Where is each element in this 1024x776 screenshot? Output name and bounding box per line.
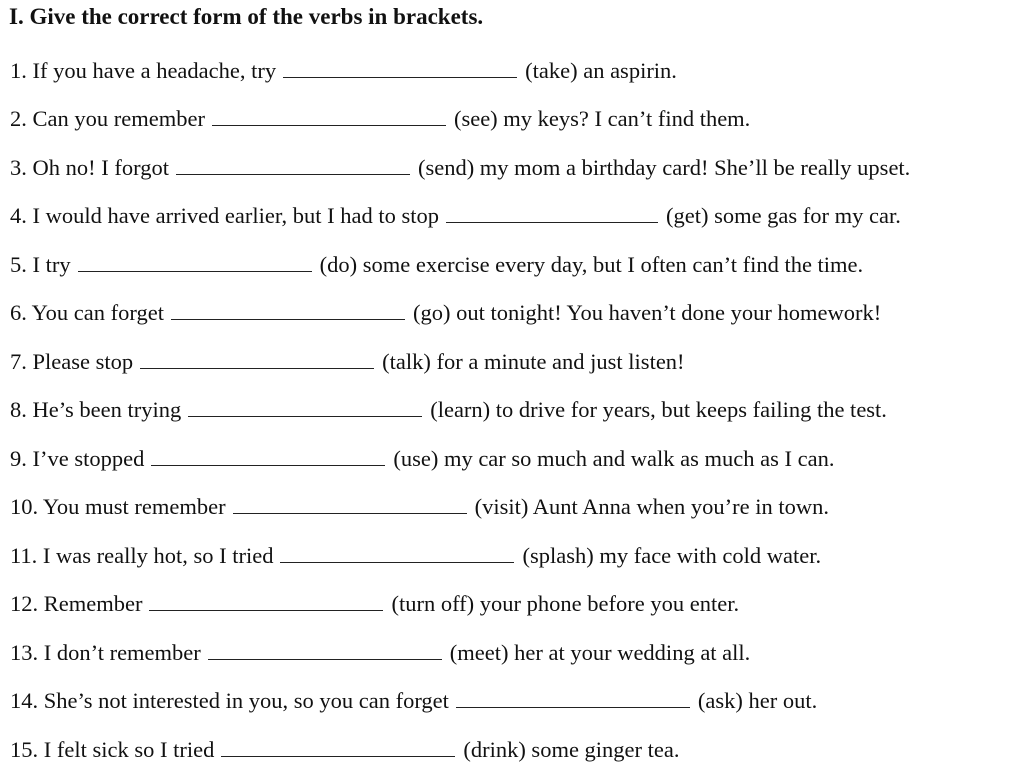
question-8 <box>10 395 887 425</box>
question-text-after: (get) some gas for my car. <box>665 203 901 228</box>
question-text-before: Please stop <box>32 349 134 374</box>
exercise-heading: I. Give the correct form of the verbs in brackets. <box>9 4 484 29</box>
answer-blank[interactable] <box>208 639 442 660</box>
question-text-before: I’ve stopped <box>32 446 145 471</box>
question-15 <box>10 735 680 765</box>
answer-blank[interactable] <box>176 154 410 175</box>
question-number: 10. <box>10 494 39 519</box>
answer-blank[interactable] <box>151 445 385 466</box>
question-number: 5. <box>10 252 27 277</box>
question-number: 3. <box>10 155 27 180</box>
question-text-after: (learn) to drive for years, but keeps failing the test. <box>430 397 887 422</box>
answer-blank[interactable] <box>171 299 405 320</box>
question-text-before: I felt sick so I tried <box>43 737 215 762</box>
answer-blank[interactable] <box>212 105 446 126</box>
question-number: 9. <box>10 446 27 471</box>
question-text-before: I was really hot, so I tried <box>42 543 274 568</box>
answer-blank[interactable] <box>188 396 422 417</box>
question-number: 1. <box>10 58 27 83</box>
question-number: 7. <box>10 349 27 374</box>
question-number: 2. <box>10 106 27 131</box>
question-2 <box>10 104 750 134</box>
question-number: 6. <box>10 300 27 325</box>
question-text-before: She’s not interested in you, so you can forget <box>43 688 449 713</box>
answer-blank[interactable] <box>221 736 455 757</box>
question-text-before: If you have a headache, try <box>32 58 277 83</box>
question-13 <box>10 638 750 668</box>
question-text-after: (drink) some ginger tea. <box>463 737 680 762</box>
question-text-before: Can you remember <box>32 106 205 131</box>
question-14 <box>10 686 817 716</box>
question-text-before: I try <box>32 252 71 277</box>
question-number: 4. <box>10 203 27 228</box>
question-10 <box>10 492 829 522</box>
question-number: 14. <box>10 688 39 713</box>
answer-blank[interactable] <box>233 493 467 514</box>
question-text-after: (turn off) your phone before you enter. <box>391 591 740 616</box>
question-number: 15. <box>10 737 39 762</box>
question-text-before: You can forget <box>31 300 164 325</box>
question-text-before: I would have arrived earlier, but I had to stop <box>32 203 439 228</box>
question-text-after: (see) my keys? I can’t find them. <box>453 106 751 131</box>
answer-blank[interactable] <box>456 687 690 708</box>
question-number: 12. <box>10 591 39 616</box>
question-4 <box>10 201 901 231</box>
question-9 <box>10 444 834 474</box>
answer-blank[interactable] <box>140 348 374 369</box>
question-1 <box>10 56 677 86</box>
question-text-before: I don’t remember <box>43 640 201 665</box>
answer-blank[interactable] <box>280 542 514 563</box>
question-text-after: (talk) for a minute and just listen! <box>382 349 685 374</box>
question-text-before: He’s been trying <box>32 397 182 422</box>
question-text-before: Oh no! I forgot <box>32 155 169 180</box>
answer-blank[interactable] <box>446 202 658 223</box>
question-text-after: (take) an aspirin. <box>525 58 677 83</box>
question-number: 13. <box>10 640 39 665</box>
question-7 <box>10 347 685 377</box>
question-text-after: (visit) Aunt Anna when you’re in town. <box>474 494 829 519</box>
answer-blank[interactable] <box>149 590 383 611</box>
question-text-after: (splash) my face with cold water. <box>522 543 822 568</box>
question-text-after: (use) my car so much and walk as much as I can. <box>393 446 835 471</box>
question-text-after: (go) out tonight! You haven’t done your homework! <box>412 300 882 325</box>
answer-blank[interactable] <box>283 57 517 78</box>
question-5 <box>10 250 863 280</box>
question-number: 8. <box>10 397 27 422</box>
question-text-before: You must remember <box>42 494 226 519</box>
question-text-after: (meet) her at your wedding at all. <box>449 640 751 665</box>
question-text-after: (ask) her out. <box>697 688 818 713</box>
answer-blank[interactable] <box>78 251 312 272</box>
question-12 <box>10 589 739 619</box>
question-3 <box>10 153 910 183</box>
question-number: 11. <box>10 543 38 568</box>
question-11 <box>10 541 821 571</box>
question-text-after: (send) my mom a birthday card! She’ll be really upset. <box>417 155 911 180</box>
question-text-before: Remember <box>43 591 143 616</box>
question-6 <box>10 298 881 328</box>
question-text-after: (do) some exercise every day, but I often can’t find the time. <box>319 252 864 277</box>
